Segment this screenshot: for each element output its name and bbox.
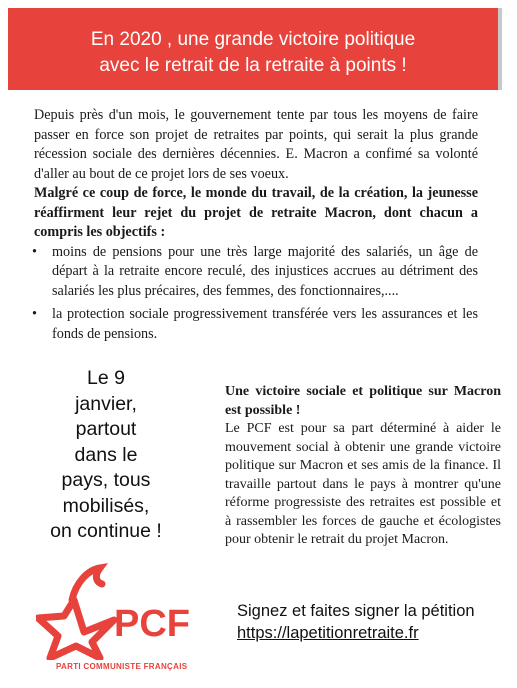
headline-line-2: avec le retrait de la retraite à points !: [99, 55, 407, 76]
call-line: Le 9: [87, 367, 125, 389]
bullet-icon: •: [32, 243, 37, 260]
petition-text: Signez et faites signer la pétition: [237, 602, 475, 620]
call-line: partout: [75, 418, 137, 440]
objectives-list: [34, 243, 478, 345]
list-item-text: moins de pensions pour une très large majorité des salariés, un âge de départ à la retraite encore reculé, des injustices accrues au détriment des salariés les plus précaires, des femmes, des fonctionnaires,....: [52, 243, 478, 299]
list-item: [34, 305, 478, 344]
victory-body: Le PCF est pour sa part déterminé à aider le mouvement social à obtenir une grande victoire politique sur Macron et ses amis de la finance. Il travaille partout dans le pays à montrer qu'une réforme progressiste des retraites est possible et à rassembler les forces de gauche et écologistes pour obtenir le retrait du projet Macron.: [225, 421, 501, 547]
victory-title: Une victoire sociale et politique sur Macron est possible !: [225, 384, 501, 418]
headline-banner: [8, 8, 502, 90]
call-line: on continue !: [50, 520, 162, 542]
petition-link[interactable]: https://lapetitionretraite.fr: [237, 624, 419, 642]
intro-text: [34, 106, 478, 344]
call-line: mobilisés,: [62, 494, 150, 517]
call-line: janvier,: [75, 392, 137, 415]
star-icon: [36, 560, 126, 660]
pcf-logo: [36, 560, 206, 678]
logo-party-name: PARTI COMMUNISTE FRANÇAIS: [56, 662, 188, 671]
list-item-text: la protection sociale progressivement transférée vers les assurances et les fonds de pensions.: [52, 306, 478, 342]
intro-paragraph: Depuis près d'un mois, le gouvernement tente par tous les moyens de faire passer en force son projet de retraites par points, qui serait la plus grande récession sociale des dernières décennies. E. Macron a confimé sa volonté d'aller au bout de ce projet lors de ses voeux.: [34, 107, 478, 182]
victory-section: [225, 383, 501, 550]
call-line: dans le: [74, 443, 138, 466]
logo-wordmark: PCF: [114, 603, 190, 645]
mobilisation-call: [22, 366, 190, 545]
headline-line-1: En 2020 , une grande victoire politique: [90, 29, 416, 50]
petition-block: [237, 600, 475, 644]
call-line: pays, tous: [61, 469, 151, 491]
bullet-icon: •: [32, 306, 37, 322]
intro-bold-paragraph: Malgré ce coup de force, le monde du travail, de la création, la jeunesse réaffirment leur rejet du projet de retraite Macron, dont chacun a compris les objectifs :: [34, 185, 478, 240]
list-item: [34, 243, 478, 302]
